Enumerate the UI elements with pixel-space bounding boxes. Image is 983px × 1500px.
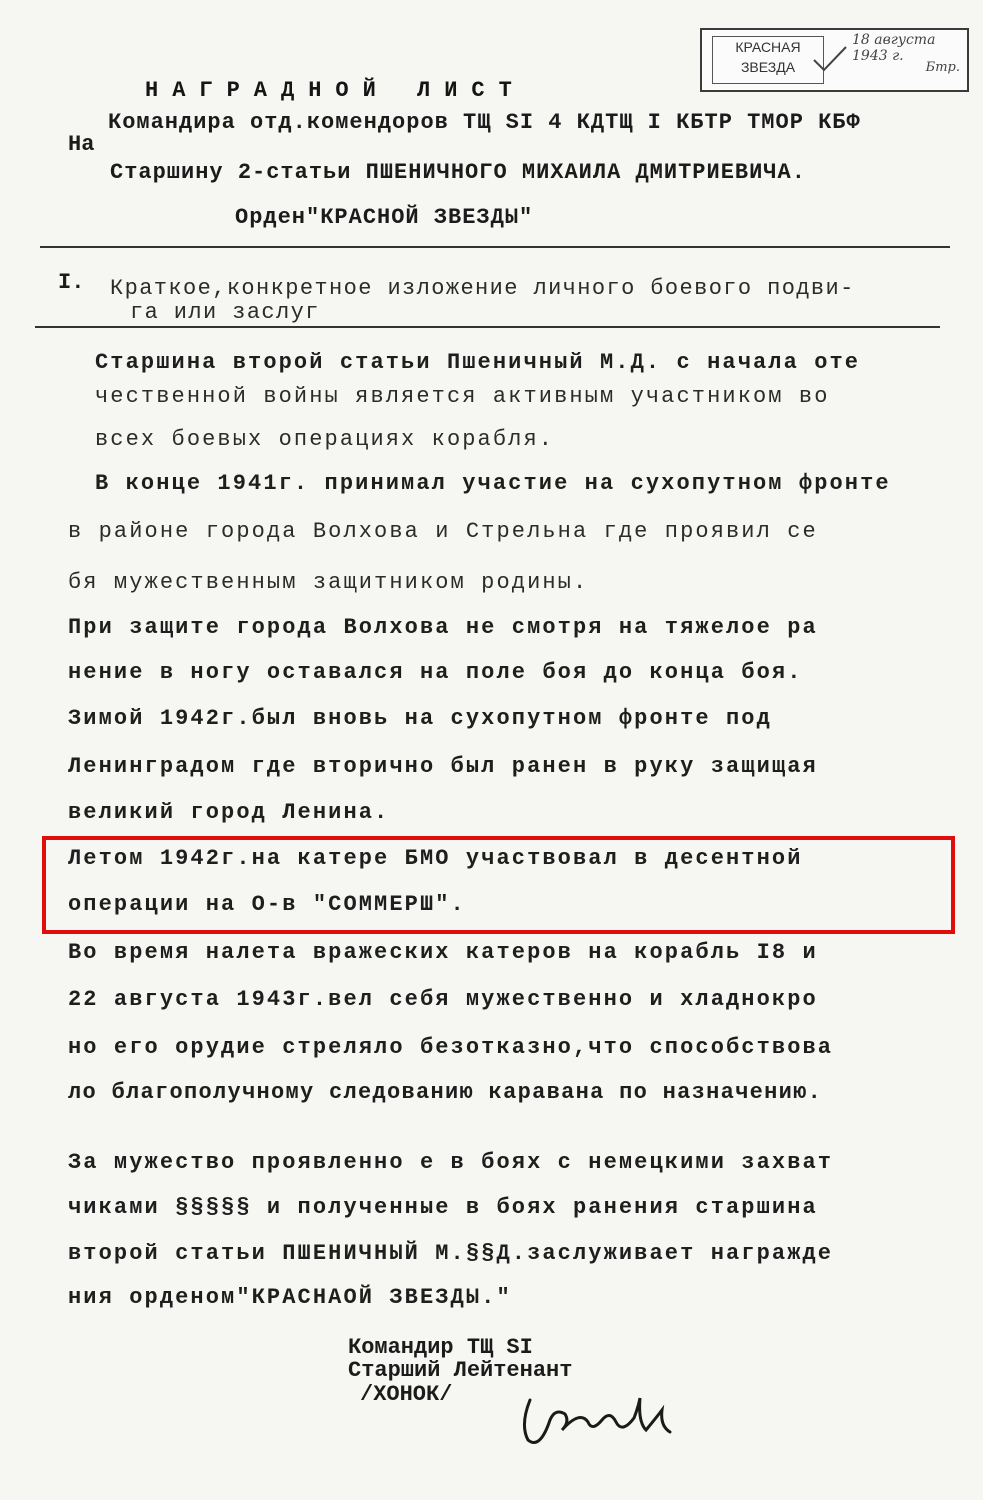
header-line-1: Командира отд.комендоров ТЩ SI 4 КДТЩ I КБТР ТМОР КБФ <box>108 110 861 135</box>
header-line-2: Старшину 2-статьи ПШЕНИЧНОГО МИХАИЛА ДМИТРИЕВИЧА. <box>110 160 806 185</box>
body-line-2: чественной войны является активным участником во <box>95 384 830 409</box>
body-line-5: в районе города Волхова и Стрельна где проявил се <box>68 519 818 544</box>
signature-title-2: Старший Лейтенант <box>348 1358 573 1383</box>
stamp-box-line1: КРАСНАЯ <box>735 39 801 55</box>
body-line-20: второй статьи ПШЕНИЧНЫЙ М.§§Д.заслуживает награжде <box>68 1241 834 1266</box>
body-line-9: Зимой 1942г.был вновь на сухопутном фронте под <box>68 706 772 731</box>
stamp-box-line2: ЗВЕЗДА <box>740 59 796 75</box>
body-line-16: но его орудие стреляло безотказно,что способствова <box>68 1035 834 1060</box>
body-line-6: бя мужественным защитником родины. <box>68 570 589 595</box>
body-line-10: Ленинградом где вторично был ранен в руку защищая <box>68 754 818 779</box>
body-line-19: чиками §§§§§ и полученные в боях ранения старшина <box>68 1195 818 1220</box>
signature-name: /ХОНОК/ <box>360 1382 453 1407</box>
divider-top <box>40 246 950 248</box>
body-line-13: операции на О-в "СОММЕРШ". <box>68 892 466 917</box>
signature-title-1: Командир ТЩ SI <box>348 1335 533 1360</box>
stamp-checkmark-icon <box>810 44 850 74</box>
registration-stamp <box>700 28 969 92</box>
divider-section <box>35 326 940 328</box>
body-line-17: ло благополучному следованию каравана по назначению. <box>68 1080 823 1105</box>
body-line-4: В конце 1941г. принимал участие на сухопутном фронте <box>95 471 891 496</box>
body-line-11: великий город Ленина. <box>68 800 390 825</box>
body-line-21: ния орденом"КРАСНАОЙ ЗВЕЗДЫ." <box>68 1285 512 1310</box>
header-line-3: Орден"КРАСНОЙ ЗВЕЗДЫ" <box>235 205 534 230</box>
handwritten-signature-icon <box>510 1370 680 1450</box>
na-label: На <box>68 132 95 157</box>
body-line-8: нение в ногу оставался на поле боя до конца боя. <box>68 660 803 685</box>
body-line-1: Старшина второй статьи Пшеничный М.Д. с начала оте <box>95 350 861 375</box>
stamp-handwritten-note: Бтр. <box>925 60 960 75</box>
stamp-date: 18 августа 1943 г. <box>852 32 936 64</box>
section-heading-line-1: Краткое,конкретное изложение личного боевого подви- <box>110 276 855 301</box>
document-title: НАГРАДНОЙ ЛИСТ <box>145 78 526 103</box>
body-line-14: Во время налета вражеских катеров на корабль I8 и <box>68 940 818 965</box>
body-line-18: За мужество проявленно е в боях с немецкими захват <box>68 1150 834 1175</box>
stamp-box <box>712 36 824 84</box>
body-line-7: При защите города Волхова не смотря на тяжелое ра <box>68 615 818 640</box>
body-line-15: 22 августа 1943г.вел себя мужественно и хладнокро <box>68 987 818 1012</box>
body-line-12: Летом 1942г.на катере БМО участвовал в десентной <box>68 846 803 871</box>
highlight-box <box>42 836 955 934</box>
section-heading-line-2: га или заслуг <box>130 300 320 325</box>
body-line-3: всех боевых операциях корабля. <box>95 427 555 452</box>
section-number: I. <box>58 270 85 295</box>
